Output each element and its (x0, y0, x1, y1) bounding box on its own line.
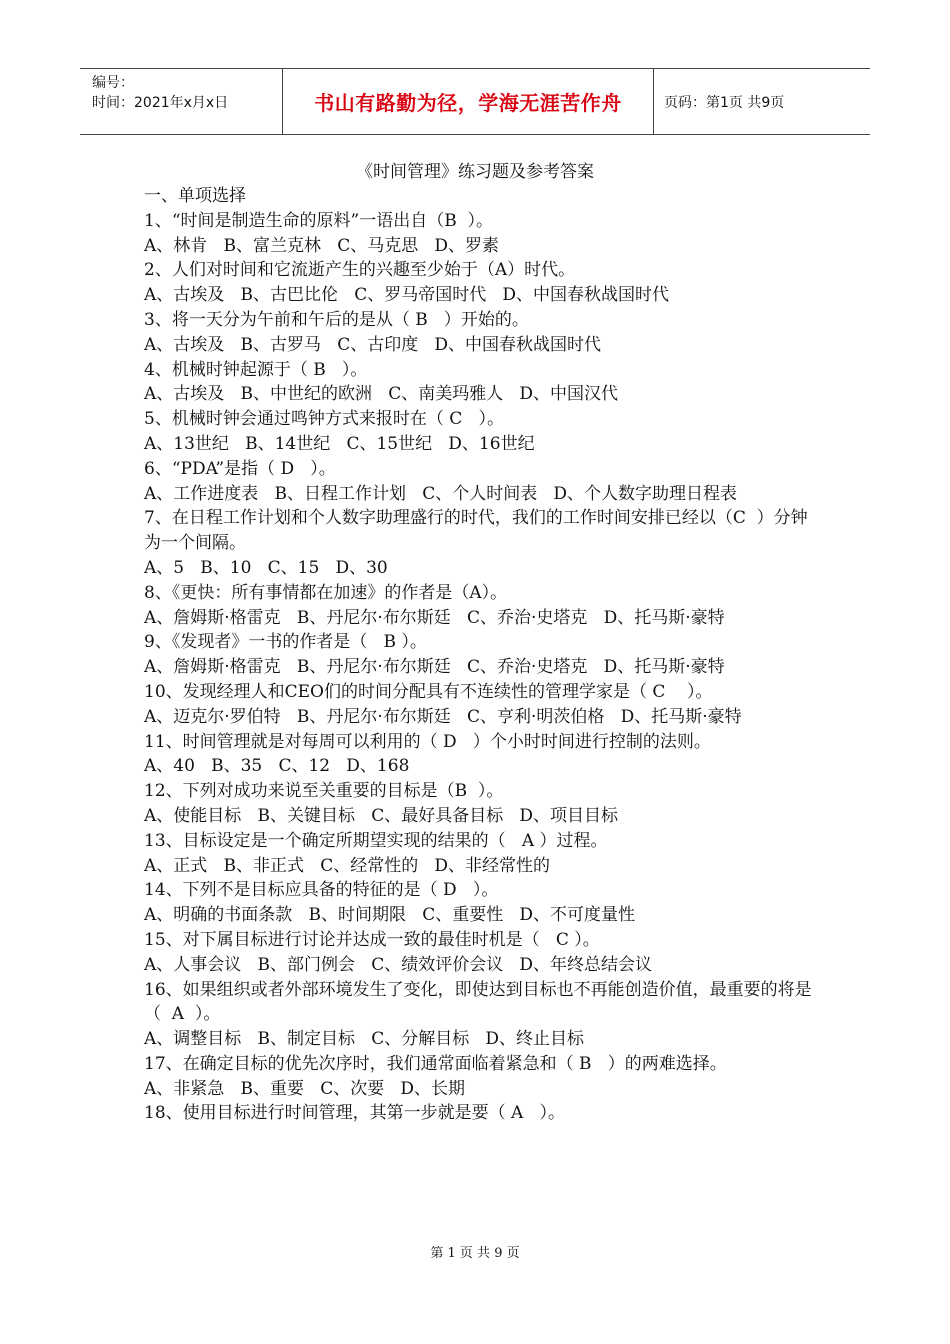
motto-text: 书山有路勤为径，学海无涯苦作舟 (314, 91, 622, 115)
text-line: 18、使用目标进行时间管理，其第一步就是要（ A ）。 (144, 1103, 566, 1124)
text-line: 一、单项选择 (144, 186, 246, 206)
text-line: A、非紧急 B、重要 C、次要 D、长期 (144, 1078, 466, 1099)
text-line: A、5 B、10 C、15 D、30 (144, 557, 388, 578)
text-line: 17、在确定目标的优先次序时，我们通常面临着紧急和（ B ）的两难选择。 (144, 1053, 727, 1074)
text-line: A、詹姆斯·格雷克 B、丹尼尔·布尔斯廷 C、乔治·史塔克 D、托马斯·豪特 (144, 657, 725, 678)
header-motto-cell (282, 69, 654, 134)
text-line: 10、发现经理人和CEO们的时间分配具有不连续性的管理学家是（ C ）。 (144, 681, 713, 702)
text-line: 12、下列对成功来说至关重要的目标是（B ）。 (144, 781, 504, 802)
text-line: A、人事会议 B、部门例会 C、绩效评价会议 D、年终总结会议 (144, 954, 653, 975)
text-line: A、古埃及 B、古罗马 C、古印度 D、中国春秋战国时代 (144, 334, 602, 355)
text-line: A、调整目标 B、制定目标 C、分解目标 D、终止目标 (144, 1029, 585, 1050)
text-line: 5、机械时钟会通过鸣钟方式来报时在（ C ）。 (144, 409, 504, 430)
text-line: 8、《更快：所有事情都在加速》的作者是（A）。 (144, 582, 508, 603)
text-line: 14、下列不是目标应具备的特征的是（ D ）。 (144, 880, 499, 901)
text-line: A、正式 B、非正式 C、经常性的 D、非经常性的 (144, 855, 551, 876)
text-line: 1、“时间是制造生命的原料”一语出自（B ）。 (144, 210, 493, 231)
question-list (144, 184, 814, 1126)
text-line: A、古埃及 B、中世纪的欧洲 C、南美玛雅人 D、中国汉代 (144, 384, 619, 405)
page-header (80, 68, 870, 135)
text-line: 2、人们对时间和它流逝产生的兴趣至少始于（A）时代。 (144, 260, 576, 281)
page-info-text: 页码：第1页 共9页 (664, 94, 785, 111)
document-title: 《时间管理》练习题及参考答案 (356, 162, 594, 182)
text-line: A、13世纪 B、14世纪 C、15世纪 D、16世纪 (144, 433, 535, 454)
text-line: 3、将一天分为午前和午后的是从（ B ）开始的。 (144, 309, 529, 330)
text-line: A、明确的书面条款 B、时间期限 C、重要性 D、不可度量性 (144, 905, 636, 926)
text-line: 6、“PDA”是指（ D ）。 (144, 458, 336, 479)
header-page-info (654, 69, 870, 134)
text-line: A、工作进度表 B、日程工作计划 C、个人时间表 D、个人数字助理日程表 (144, 483, 738, 504)
text-line: 4、机械时钟起源于（ B ）。 (144, 359, 368, 380)
header-meta (80, 69, 282, 134)
text-line: A、40 B、35 C、12 D、168 (144, 756, 410, 777)
text-line: A、迈克尔·罗伯特 B、丹尼尔·布尔斯廷 C、亨利·明茨伯格 D、托马斯·豪特 (144, 706, 742, 727)
text-line: 16、如果组织或者外部环境发生了变化，即使达到目标也不再能创造价值，最重要的将是（ A ）。 (144, 979, 812, 1025)
text-line: A、古埃及 B、古巴比伦 C、罗马帝国时代 D、中国春秋战国时代 (144, 285, 670, 306)
text-line: A、使能目标 B、关键目标 C、最好具备目标 D、项目目标 (144, 805, 619, 826)
text-line: 9、《发现者》一书的作者是（ B ）。 (144, 632, 427, 653)
text-line: A、林肯 B、富兰克林 C、马克思 D、罗素 (144, 235, 500, 256)
date-label: 时间：2021年x月x日 (92, 95, 229, 111)
page-footer: 第 1 页 共 9 页 (430, 1246, 520, 1261)
text-line: A、詹姆斯·格雷克 B、丹尼尔·布尔斯廷 C、乔治·史塔克 D、托马斯·豪特 (144, 607, 725, 628)
text-line: 11、时间管理就是对每周可以利用的（ D ）个小时时间进行控制的法则。 (144, 731, 711, 752)
number-label: 编号： (92, 75, 134, 91)
text-line: 7、在日程工作计划和个人数字助理盛行的时代，我们的工作时间安排已经以（C ）分钟为一个间隔。 (144, 508, 808, 554)
text-line: 15、对下属目标进行讨论并达成一致的最佳时机是（ C ）。 (144, 929, 600, 950)
text-line: 13、目标设定是一个确定所期望实现的结果的（ A ）过程。 (144, 830, 608, 851)
